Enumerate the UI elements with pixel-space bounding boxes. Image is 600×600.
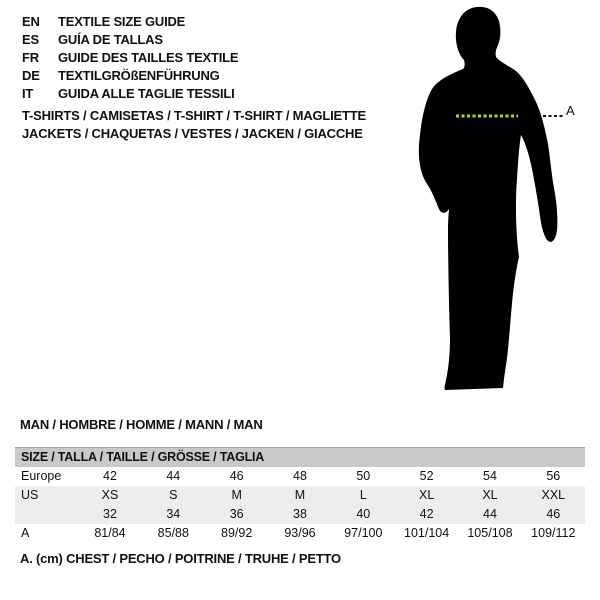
table-cell: M	[268, 486, 331, 505]
table-cell: 36	[205, 505, 268, 524]
row-label: A	[21, 526, 30, 540]
table-cell: 38	[268, 505, 331, 524]
table-cell: 56	[546, 469, 561, 483]
table-cell: XL	[395, 486, 458, 505]
table-row-europe	[15, 467, 585, 486]
table-cell: 89/92	[221, 526, 253, 540]
table-cell: 101/104	[404, 526, 450, 540]
language-list	[22, 13, 238, 103]
language-code: IT	[22, 86, 34, 101]
measurement-footnote: A. (cm) CHEST / PECHO / POITRINE / TRUHE / PETTO	[20, 551, 341, 566]
language-code: FR	[22, 50, 39, 65]
table-cell: 34	[142, 505, 205, 524]
row-label: US	[15, 486, 78, 505]
language-row	[22, 31, 238, 49]
man-silhouette	[419, 7, 558, 390]
table-row-us	[15, 486, 585, 505]
size-table-header: SIZE / TALLA / TAILLE / GRÖSSE / TAGLIA	[15, 448, 585, 468]
table-cell: 97/100	[344, 526, 383, 540]
row-label	[15, 505, 78, 524]
size-table-header-row	[15, 448, 585, 468]
table-cell: 44	[458, 505, 521, 524]
table-cell: 46	[522, 505, 585, 524]
table-cell: S	[142, 486, 205, 505]
language-code: DE	[22, 68, 40, 83]
category-line-tshirts: T-SHIRTS / CAMISETAS / T-SHIRT / T-SHIRT / MAGLIETTE	[22, 108, 366, 123]
table-cell: XXL	[522, 486, 585, 505]
language-label: GUÍA DE TALLAS	[58, 32, 163, 47]
language-code: EN	[22, 14, 40, 29]
category-heading	[22, 107, 366, 143]
table-cell: 32	[78, 505, 141, 524]
measure-label-a: A	[566, 103, 575, 118]
language-code: ES	[22, 32, 39, 47]
language-label: TEXTILGRÖßENFÜHRUNG	[58, 68, 220, 83]
table-cell: 50	[356, 469, 371, 483]
table-cell: 109/112	[531, 526, 576, 540]
table-cell: XL	[458, 486, 521, 505]
size-table	[15, 447, 585, 543]
language-row	[22, 67, 238, 85]
table-cell: 54	[483, 469, 497, 483]
table-cell: 40	[332, 505, 395, 524]
table-cell: 46	[229, 469, 244, 483]
man-silhouette-figure	[405, 0, 600, 395]
table-cell: 105/108	[467, 526, 513, 540]
table-cell: 44	[166, 469, 181, 483]
table-row-chest	[15, 524, 585, 543]
table-cell: 85/88	[157, 526, 189, 540]
language-label: TEXTILE SIZE GUIDE	[58, 14, 186, 29]
row-label: Europe	[21, 469, 62, 483]
language-label: GUIDA ALLE TAGLIE TESSILI	[58, 86, 235, 101]
language-row	[22, 49, 238, 67]
man-silhouette-svg	[415, 5, 565, 395]
category-line-jackets: JACKETS / CHAQUETAS / VESTES / JACKEN / GIACCHE	[22, 126, 363, 141]
table-cell: XS	[78, 486, 141, 505]
language-label: GUIDE DES TAILLES TEXTILE	[58, 50, 239, 65]
table-cell: 93/96	[284, 526, 316, 540]
language-row	[22, 13, 238, 31]
language-row	[22, 85, 238, 103]
table-cell: 42	[103, 469, 117, 483]
table-cell: 81/84	[94, 526, 126, 540]
table-cell: L	[332, 486, 395, 505]
table-cell: 42	[395, 505, 458, 524]
table-cell: M	[205, 486, 268, 505]
table-cell: 52	[419, 469, 434, 483]
table-row-us-numeric	[15, 505, 585, 524]
section-heading: MAN / HOMBRE / HOMME / MANN / MAN	[20, 417, 263, 432]
table-cell: 48	[293, 469, 307, 483]
